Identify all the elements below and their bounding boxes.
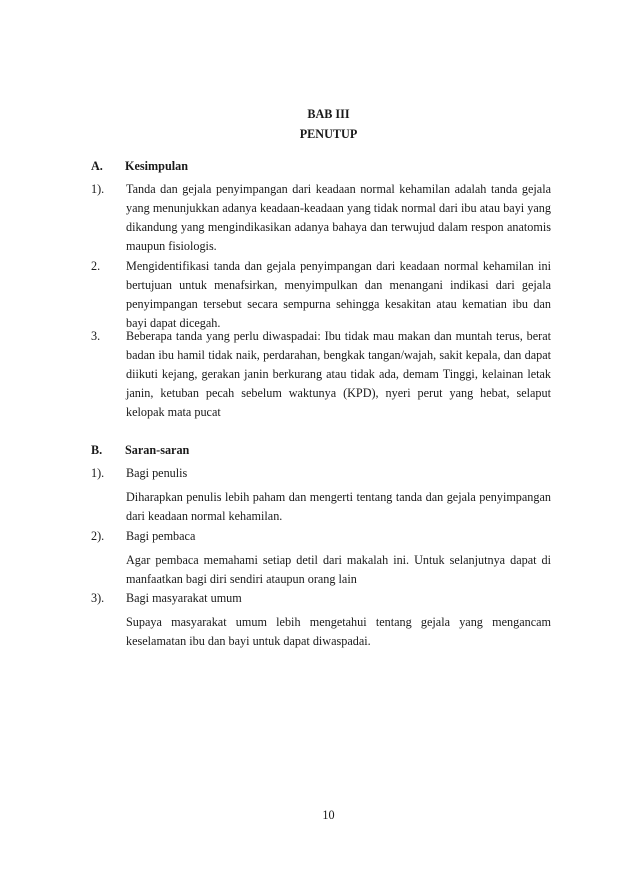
chapter-heading — [0, 104, 639, 144]
suggestion-item-label: Bagi pembaca — [126, 529, 196, 543]
suggestion-item-number: 1). — [91, 466, 105, 480]
suggestion-item-text: Agar pembaca memahami setiap detil dari makalah ini. Untuk selanjutnya dapat di manfaatkan bagi diri sendiri ataupun orang lain — [126, 553, 551, 586]
conclusion-item-number: 3. — [91, 329, 101, 343]
page-number: 10 — [322, 808, 335, 822]
section-b-letter: B. — [91, 443, 103, 457]
chapter-number: BAB III — [307, 107, 350, 121]
suggestion-item-1 — [91, 464, 551, 526]
chapter-title: PENUTUP — [299, 127, 358, 141]
suggestion-item-3 — [91, 589, 551, 651]
suggestion-item-2 — [91, 527, 551, 589]
conclusion-item-3 — [91, 327, 551, 422]
suggestion-item-label: Bagi penulis — [126, 466, 188, 480]
section-b-title: Saran-saran — [125, 443, 190, 457]
section-a-heading — [91, 157, 188, 176]
conclusion-item-2 — [91, 257, 551, 333]
section-a-title: Kesimpulan — [125, 159, 188, 173]
suggestion-item-text: Supaya masyarakat umum lebih mengetahui tentang gejala yang mengancam keselamatan ibu dan bayi untuk dapat diwaspadai. — [126, 615, 551, 648]
conclusion-item-number: 2. — [91, 259, 101, 273]
conclusion-item-1 — [91, 180, 551, 256]
suggestion-item-label: Bagi masyarakat umum — [126, 591, 242, 605]
suggestion-item-number: 2). — [91, 529, 105, 543]
conclusion-item-text: Beberapa tanda yang perlu diwaspadai: Ibu tidak mau makan dan muntah terus, berat badan ibu hamil tidak naik, perdarahan, bengkak tangan/wajah, sakit kepala, dan dapat diikuti kejang, gerakan janin berkurang atau tidak ada, demam Tinggi, kelainan letak janin, ketuban pecah sebelum waktunya (KPD), nyeri perut yang hebat, selaput kelopak mata pucat — [126, 329, 551, 419]
conclusion-item-text: Mengidentifikasi tanda dan gejala penyimpangan dari keadaan normal kehamilan ini bertujuan untuk menafsirkan, menyimpulkan dan menangani indikasi dari gejala penyimpangan tersebut secara sempurna sehingga kesakitan atau kematian ibu dan bayi dapat dicegah. — [126, 259, 551, 330]
conclusion-item-number: 1). — [91, 182, 105, 196]
conclusion-item-text: Tanda dan gejala penyimpangan dari keadaan normal kehamilan adalah tanda gejala yang menunjukkan adanya keadaan-keadaan yang tidak normal dari ibu atau bayi yang dikandung yang mengindikasikan adanya bahaya dan terwujud dalam respon anatomis maupun fisiologis. — [126, 182, 551, 253]
suggestion-item-number: 3). — [91, 591, 105, 605]
section-a-letter: A. — [91, 159, 103, 173]
section-b-heading — [91, 441, 189, 460]
suggestion-item-text: Diharapkan penulis lebih paham dan mengerti tentang tanda dan gejala penyimpangan dari keadaan normal kehamilan. — [126, 490, 551, 523]
